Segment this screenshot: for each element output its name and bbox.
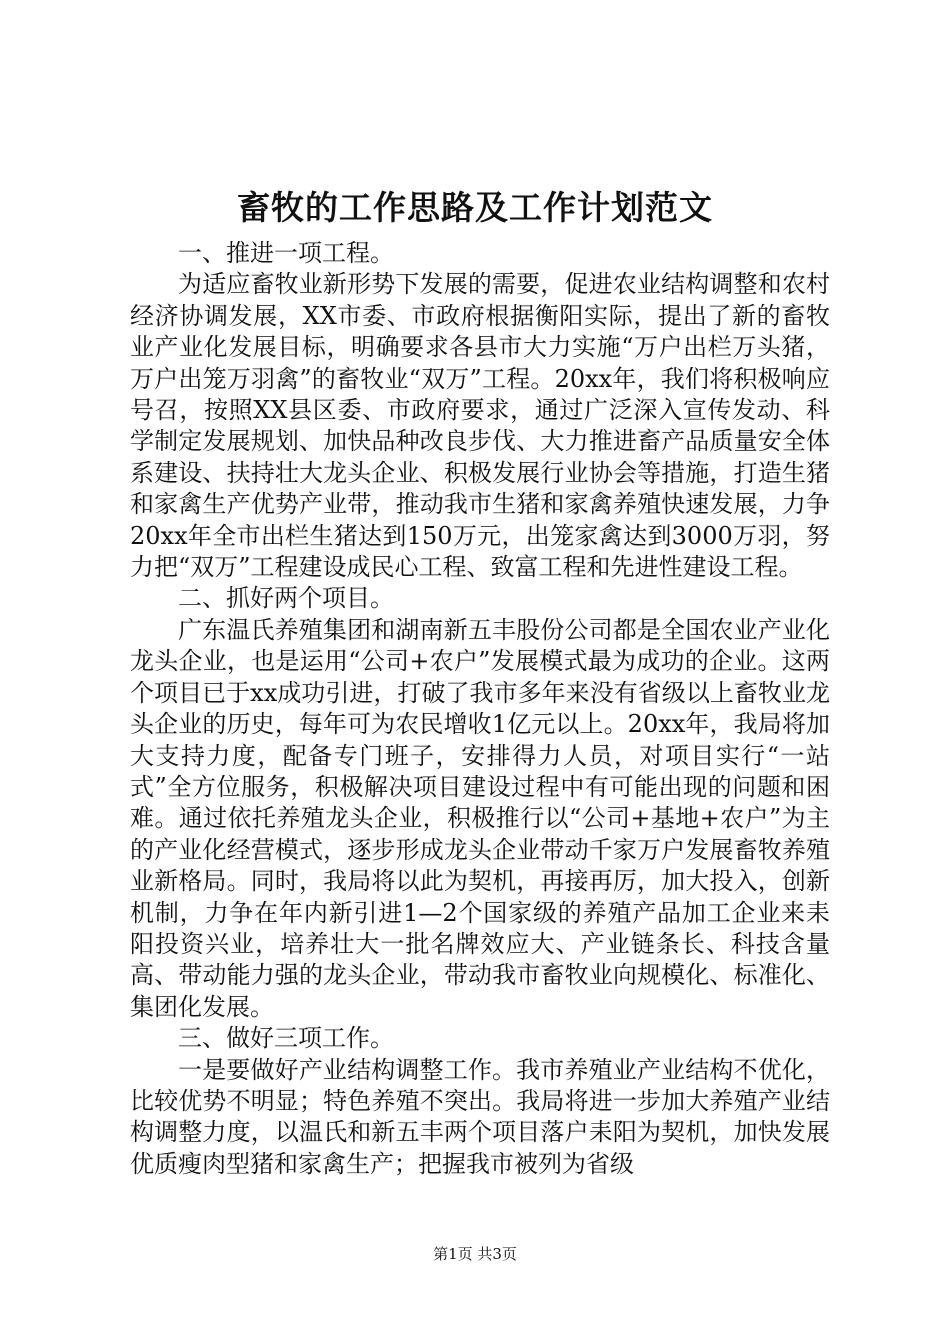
- page-number: 第1页 共3页: [433, 1245, 517, 1263]
- section-heading-3: 三、做好三项工作。: [178, 1024, 394, 1053]
- paragraph-3: 一是要做好产业结构调整工作。我市养殖业产业结构不优化，比较优势不明显；特色养殖不突出。我局将进一步加大养殖产业结构调整力度，以温氏和新五丰两个项目落户耒阳为契机，加快发展优质瘦肉型猪和家禽生产；把握我市被列为省级: [130, 1055, 830, 1178]
- document-title: 畜牧的工作思路及工作计划范文: [237, 188, 713, 227]
- section-heading-1: 一、推进一项工程。: [178, 239, 394, 267]
- paragraph-1: 为适应畜牧业新形势下发展的需要，促进农业结构调整和农村经济协调发展，XX市委、市政府根据衡阳实际，提出了新的畜牧业产业化发展目标，明确要求各县市大力实施“万户出栏万头猪，万户出笼万羽禽”的畜牧业“双万”工程。20xx年，我们将积极响应号召，按照XX县区委、市政府要求，通过广泛深入宣传发动、科学制定发展规划、加快品种改良步伐、大力推进畜产品质量安全体系建设、扶持壮大龙头企业、积极发展行业协会等措施，打造生猪和家禽生产优势产业带，推动我市生猪和家禽养殖快速发展，力争20xx年全市出栏生猪达到150万元，出笼家禽达到3000万羽，努力把“双万”工程建设成民心工程、致富工程和先进性建设工程。: [130, 270, 830, 582]
- paragraph-2: 广东温氏养殖集团和湖南新五丰股份公司都是全国农业产业化龙头企业，也是运用“公司+农户”发展模式最为成功的企业。这两个项目已于xx成功引进，打破了我市多年来没有省级以上畜牧业龙头企业的历史，每年可为农民增收1亿元以上。20xx年，我局将加大支持力度，配备专门班子，安排得力人员，对项目实行“一站式”全方位服务，积极解决项目建设过程中有可能出现的问题和困难。通过依托养殖龙头企业，积极推行以“公司+基地+农户”为主的产业化经营模式，逐步形成龙头企业带动千家万户发展畜牧养殖业新格局。同时，我局将以此为契机，再接再厉，加大投入，创新机制，力争在年内新引进1—2个国家级的养殖产品加工企业来耒阳投资兴业，培养壮大一批名牌效应大、产业链条长、科技含量高、带动能力强的龙头企业，带动我市畜牧业向规模化、标准化、集团化发展。: [130, 615, 830, 1021]
- section-heading-2: 二、抓好两个项目。: [178, 584, 394, 613]
- document-body: [130, 238, 830, 1180]
